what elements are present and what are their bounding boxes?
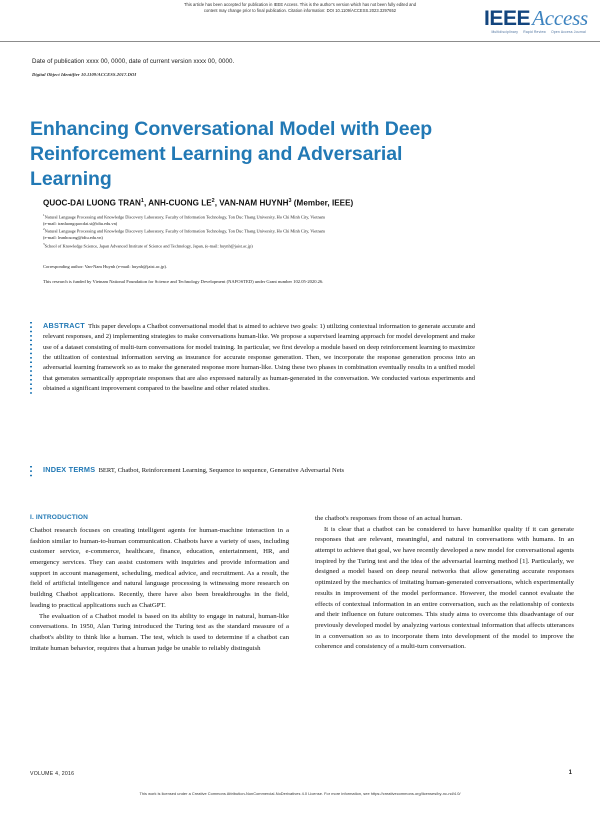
abstract-text: This paper develops a Chatbot conversational model that is aimed to achieve two goals: 1) utilizing contextual information to generate accurate and relevant responses, and 2) implementing strategies to make conversations human-like. We propose a supervised learning approach for model development and make use of a dataset consisting of multi-turn conversations for model training. In particular, we first develop a module based on deep reinforcement learning to maximize the utilization of contextual information serving as insurance for accurate response generation. Then, we incorporate the response generation process into an adversarial learning framework so as to make the generated response more human-like. Using these two phases in combination eventually results in a unified model that generates semantically appropriate responses that are also expressed naturally as human-generated in the conversation. We conducted various experiments and obtained a significant improvement compared to the baseline and other related studies. bbox=[43, 323, 476, 393]
index-terms-body bbox=[43, 464, 475, 476]
accepted-notice-line-1: This article has been accepted for publication in IEEE Access. This is the author's version which has not been fully edited and bbox=[183, 2, 417, 7]
affiliation-text: Natural Language Processing and Knowledge Discovery Laboratory, Faculty of Information Technology, Ton Duc Thang University, Ho Chi Minh City, Vietnam bbox=[44, 228, 325, 234]
logo-tagline-2: Rapid Review bbox=[523, 30, 546, 34]
affiliation-marker: 3 bbox=[43, 241, 45, 246]
abstract-label: ABSTRACT bbox=[43, 321, 85, 330]
index-terms-section bbox=[30, 464, 475, 476]
paper-title: Enhancing Conversational Model with Deep Reinforcement Learning and Adversarial Learning bbox=[30, 118, 433, 190]
author-name-3: VAN-NAM HUYNH bbox=[219, 198, 289, 208]
author-affil-marker-3: 3 bbox=[288, 198, 292, 204]
corresponding-author-line: Corresponding author: Van-Nam Huynh (e-mail: huynh@jaist.ac.jp). bbox=[43, 264, 168, 269]
doi-line: Digital Object Identifier 10.1109/ACCESS.2017.DOI bbox=[32, 72, 137, 77]
paragraph: the chatbot's responses from those of an actual human. bbox=[315, 515, 463, 522]
paragraph: The evaluation of a Chatbot model is based on its ability to engage in natural, human-like conversations. In 1950, Alan Turing introduced the Turing test as the standard measure of a chatbot's ability to think like a human. The test, which is used to determine if a chatbot can imitate human behavior, requires that a human judge be unable to reliably distinguish bbox=[30, 612, 289, 652]
affiliation-email: (e-mail: tranluongquocdai.st@tdtu.edu.vn) bbox=[43, 220, 118, 226]
footer-page-number: 1 bbox=[568, 770, 572, 776]
affiliation-item bbox=[43, 227, 498, 241]
author-affil-marker-2: 2 bbox=[211, 198, 215, 204]
affiliation-email: (e-mail: leanhcuong@tdtu.edu.vn) bbox=[43, 235, 103, 241]
author-separator-1: , bbox=[143, 198, 149, 208]
paragraph: It is clear that a chatbot can be considered to have humanlike quality if it can generate responses that are relevant, meaningful, and natural in conversations with humans. In an attempt to achieve that goal, we have recently developed a new model for conversational agents inspired by the Turing test and the idea of the adversarial learning method [1]. Particularly, we designed a model based on deep neural networks that allow generating accurate responses optimized by the mechanics of imitating human-generated conversations, which experimentally results in improvement of the model performance. However, the model cannot evaluate the effects of contextual information in an entire conversation, such as the relationship of contexts and their influence on future outcomes. This study aims to overcome this disadvantage of our previously developed model by analyzing various contextual information that affects utterances in a conversation so as to incorporate them into development of the model to improve the coherence and consistency of a multi-turn conversation. bbox=[315, 525, 574, 651]
ieee-access-logo bbox=[484, 8, 588, 34]
publication-date-line: Date of publication xxxx 00, 0000, date of current version xxxx 00, 0000. bbox=[32, 58, 235, 65]
author-affil-marker-1: 1 bbox=[140, 198, 144, 204]
affiliation-item bbox=[43, 213, 498, 227]
footer-volume: VOLUME 4, 2016 bbox=[30, 771, 75, 777]
author-list bbox=[43, 198, 493, 208]
header-divider-rule bbox=[0, 41, 600, 42]
abstract-section bbox=[30, 320, 475, 394]
paragraph: Chatbot research focuses on creating intelligent agents for human-machine interaction in a fashion similar to human-to-human communication. Chatbots have a variety of uses, including customer service, e-commerce, healthcare, finance, education, entertainment, HR, and emergency services. They can assist customers with inquiries and provide information and support in account management, scheduling, medical advice, and recruitment. As a result, the field of artificial intelligence and natural language processing is witnessing more research on building Chatbot applications. Recently, there have also been breakthroughs in the field, leading to practical applications such as ChatGPT. bbox=[30, 527, 289, 609]
body-columns bbox=[30, 514, 575, 654]
index-terms-dotted-rule bbox=[30, 466, 32, 478]
footer-license-text: This work is licensed under a Creative Commons Attribution-NonCommercial-NoDerivatives 4.0 License. For more information, see https://creativecommons.org/licenses/by-nc-nd/4.0/ bbox=[139, 791, 461, 796]
index-terms-label: INDEX TERMS bbox=[43, 465, 96, 474]
section-heading-introduction: I. INTRODUCTION bbox=[30, 514, 89, 521]
accepted-notice-line-2: content may change prior to final publication. Citation information: DOI 10.1109/ACCESS.2023.3297652 bbox=[203, 7, 397, 13]
body-column-right bbox=[315, 514, 574, 654]
logo-tagline bbox=[484, 31, 588, 34]
affiliation-marker: 1 bbox=[43, 213, 45, 217]
author-name-2: ANH-CUONG LE bbox=[148, 198, 212, 208]
funding-statement: This research is funded by Vietnam National Foundation for Science and Technology Development (NAFOSTED) under Grant number 102.05-2020.26. bbox=[43, 279, 324, 284]
affiliation-marker: 2 bbox=[43, 227, 45, 232]
index-terms-text: BERT, Chatbot, Reinforcement Learning, Sequence to sequence, Generative Adversarial Nets bbox=[98, 467, 345, 474]
logo-tagline-1: Multidisciplinary bbox=[491, 30, 519, 34]
affiliation-text: Natural Language Processing and Knowledge Discovery Laboratory, Faculty of Information Technology, Ton Duc Thang University, Ho Chi Minh City, Vietnam bbox=[44, 214, 325, 220]
body-column-left bbox=[30, 514, 289, 654]
abstract-dotted-rule bbox=[30, 322, 32, 396]
affiliation-list bbox=[43, 213, 498, 250]
logo-tagline-3: Open Access Journal bbox=[551, 30, 586, 34]
author-name-1: QUOC-DAI LUONG TRAN bbox=[43, 198, 141, 208]
access-wordmark: Access bbox=[532, 6, 588, 30]
affiliation-item bbox=[43, 242, 498, 250]
affiliation-text: School of Knowledge Science, Japan Advanced Institute of Science and Technology, Japan, (e-mail: huynh@jaist.ac.jp) bbox=[44, 243, 253, 249]
abstract-body bbox=[43, 320, 475, 394]
author-separator-2: , bbox=[214, 198, 220, 208]
ieee-wordmark: IEEE bbox=[483, 7, 531, 30]
author-membership: (Member, IEEE) bbox=[291, 198, 354, 208]
publication-date-block bbox=[32, 58, 462, 77]
